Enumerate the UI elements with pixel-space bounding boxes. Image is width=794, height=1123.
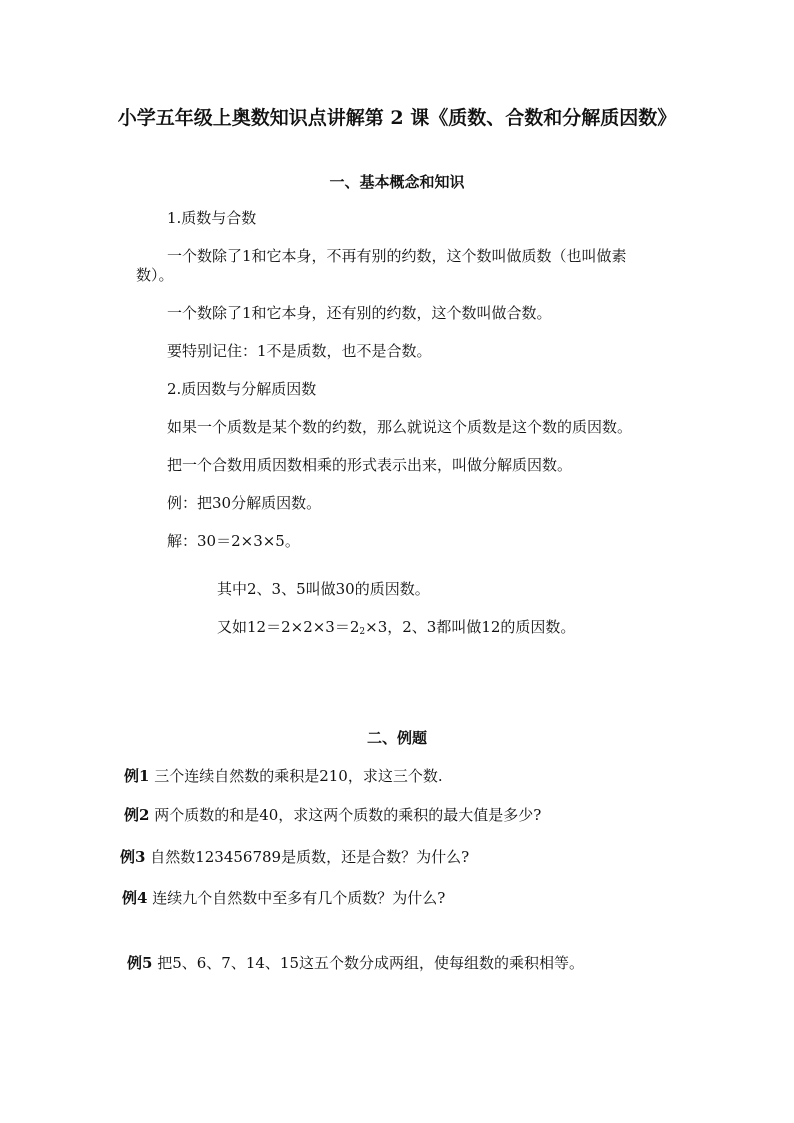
example-twelve-part2: ×3，2、3都叫做12的质因数。 bbox=[365, 618, 576, 636]
section1-heading: 一、基本概念和知识 bbox=[329, 173, 465, 191]
example-label: 例5 bbox=[127, 954, 153, 972]
example-twelve-subscript: 2 bbox=[359, 627, 366, 637]
example-solution: 解：30＝2×3×5。 bbox=[167, 532, 300, 550]
example-twelve bbox=[217, 617, 575, 637]
subsection2-title: 2.质因数与分解质因数 bbox=[167, 380, 317, 398]
example-item bbox=[122, 888, 445, 908]
prime-definition-line2: 数）。 bbox=[136, 266, 174, 284]
example-item bbox=[124, 766, 443, 786]
example-item bbox=[120, 847, 469, 867]
example-text: 自然数123456789是质数，还是合数？为什么? bbox=[145, 848, 470, 866]
composite-definition: 一个数除了1和它本身，还有别的约数，这个数叫做合数。 bbox=[167, 304, 552, 322]
subsection1-title: 1.质数与合数 bbox=[167, 209, 257, 227]
example-item bbox=[127, 953, 584, 973]
example-explanation: 其中2、3、5叫做30的质因数。 bbox=[217, 580, 430, 598]
example-text: 三个连续自然数的乘积是210，求这三个数. bbox=[149, 767, 443, 785]
example-label: 例1 bbox=[124, 767, 150, 785]
prime-definition-line1: 一个数除了1和它本身，不再有别的约数，这个数叫做质数（也叫做素 bbox=[167, 247, 627, 265]
example-text: 把5、6、7、14、15这五个数分成两组，使每组数的乘积相等。 bbox=[152, 954, 585, 972]
example-label: 例4 bbox=[122, 889, 148, 907]
factorization-definition: 把一个合数用质因数相乘的形式表示出来，叫做分解质因数。 bbox=[167, 456, 573, 474]
prime-factor-definition: 如果一个质数是某个数的约数，那么就说这个质数是这个数的质因数。 bbox=[167, 418, 633, 436]
document-title: 小学五年级上奥数知识点讲解第 2 课《质数、合数和分解质因数》 bbox=[117, 107, 677, 129]
example-text: 两个质数的和是40，求这两个质数的乘积的最大值是多少? bbox=[149, 806, 542, 824]
example-text: 连续九个自然数中至多有几个质数？为什么? bbox=[147, 889, 446, 907]
example-label: 例2 bbox=[124, 806, 150, 824]
example-item bbox=[124, 805, 541, 825]
example-prompt: 例：把30分解质因数。 bbox=[167, 494, 322, 512]
example-twelve-part1: 又如12＝2×2×3＝2 bbox=[217, 618, 360, 636]
example-label: 例3 bbox=[120, 848, 146, 866]
section2-heading: 二、例题 bbox=[366, 729, 427, 747]
note-one: 要特别记住：1不是质数，也不是合数。 bbox=[167, 342, 432, 360]
